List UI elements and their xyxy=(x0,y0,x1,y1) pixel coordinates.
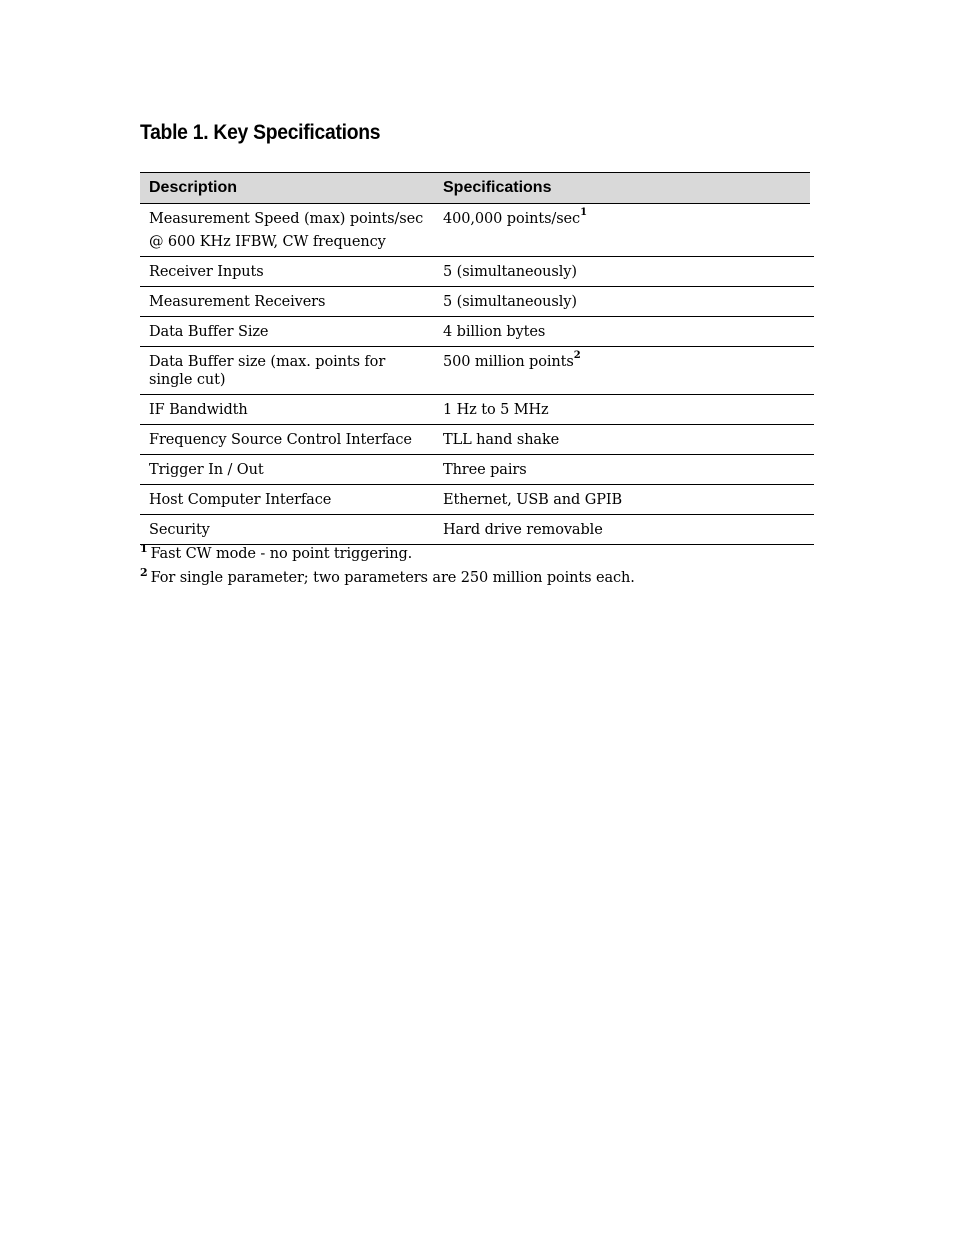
footnote-text: For single parameter; two parameters are 250 million points each. xyxy=(150,570,635,586)
table-row xyxy=(140,347,814,395)
specification-text: 500 million points xyxy=(443,354,574,370)
specification-cell: Ethernet, USB and GPIB xyxy=(435,485,814,515)
description-cell: Measurement Receivers xyxy=(140,287,435,317)
specification-cell: Three pairs xyxy=(435,455,814,485)
table-row xyxy=(140,455,814,485)
description-cell: Host Computer Interface xyxy=(140,485,435,515)
specification-cell: 5 (simultaneously) xyxy=(435,257,814,287)
specification-cell: 5 (simultaneously) xyxy=(435,287,814,317)
specification-cell: 4 billion bytes xyxy=(435,317,814,347)
footnote-marker: 1 xyxy=(580,207,587,219)
description-cell: Frequency Source Control Interface xyxy=(140,425,435,455)
description-cell xyxy=(140,204,435,257)
description-cell: Data Buffer Size xyxy=(140,317,435,347)
description-cell: Data Buffer size (max. points for single cut) xyxy=(140,347,435,395)
specification-cell: Hard drive removable xyxy=(435,515,814,545)
description-text: Measurement Speed (max) points/sec xyxy=(149,211,424,227)
table-row xyxy=(140,515,814,545)
description-cell: IF Bandwidth xyxy=(140,395,435,425)
specification-cell xyxy=(435,204,814,257)
footnote-1 xyxy=(140,542,413,562)
footnote-number: 1 xyxy=(140,542,148,555)
table-row xyxy=(140,317,814,347)
column-header-description: Description xyxy=(140,173,435,204)
key-specifications-table xyxy=(140,172,818,545)
column-header-specifications: Specifications xyxy=(435,173,814,204)
table-header-row xyxy=(140,173,814,204)
specification-text: 400,000 points/sec xyxy=(443,211,581,227)
footnote-number: 2 xyxy=(140,566,148,579)
specification-cell: TLL hand shake xyxy=(435,425,814,455)
table-row xyxy=(140,257,814,287)
table-row xyxy=(140,485,814,515)
table-row xyxy=(140,204,814,257)
footnote-text: Fast CW mode - no point triggering. xyxy=(150,546,413,562)
table-row xyxy=(140,287,814,317)
table-row xyxy=(140,395,814,425)
footnote-marker: 2 xyxy=(573,350,581,362)
page-title: Table 1. Key Specifications xyxy=(140,121,381,144)
footnote-2 xyxy=(140,566,635,586)
table-row xyxy=(140,425,814,455)
description-text-line-2: @ 600 KHz IFBW, CW frequency xyxy=(149,234,386,250)
description-cell: Security xyxy=(140,515,435,545)
specification-cell xyxy=(435,347,814,395)
description-cell: Receiver Inputs xyxy=(140,257,435,287)
description-cell: Trigger In / Out xyxy=(140,455,435,485)
specification-cell: 1 Hz to 5 MHz xyxy=(435,395,814,425)
